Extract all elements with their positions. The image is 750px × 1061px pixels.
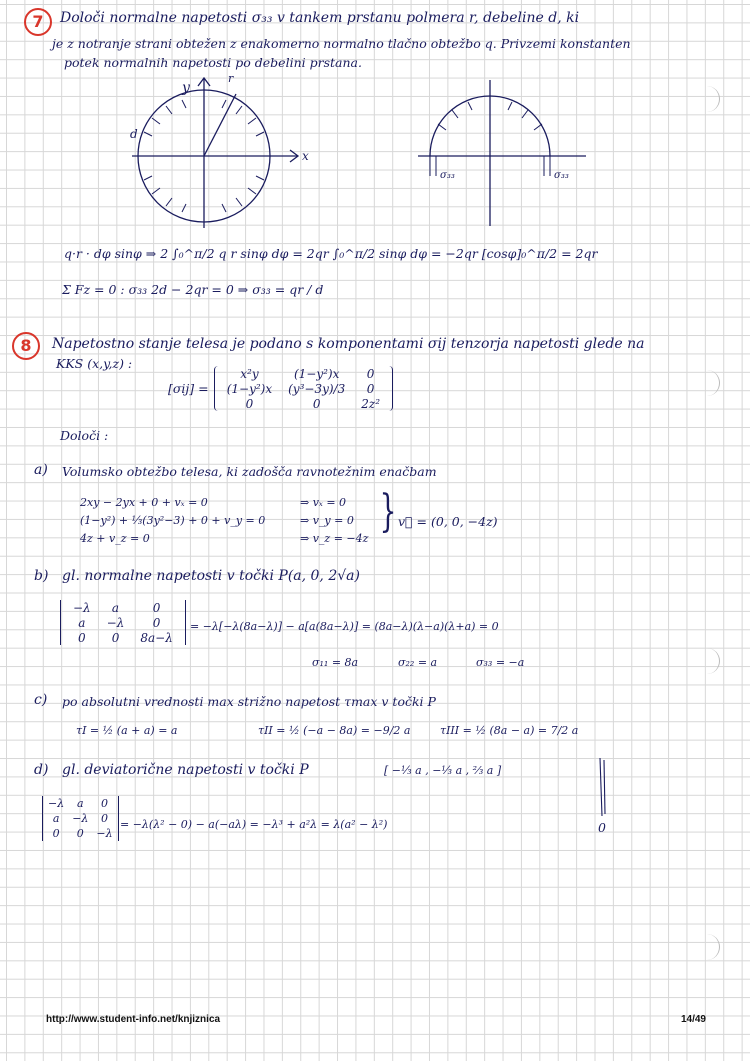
- part-b-determinant: [60, 600, 186, 649]
- det-cell: 8a−λ: [140, 630, 173, 645]
- det-cell: a: [52, 812, 60, 825]
- stress-tensor-table: [219, 366, 388, 411]
- thickness-label: d: [130, 127, 138, 141]
- half-ring-figure: [418, 80, 588, 230]
- part-c-eq-2: τII = ½ (−a − 8a) = −9/2 a: [258, 724, 411, 737]
- problem-7-line-1: Določi normalne napetosti σ₃₃ v tankem prstanu polmera r, debeline d, ki: [60, 10, 580, 26]
- part-d-determinant: [42, 796, 119, 845]
- det-cell: 0: [152, 615, 161, 630]
- det-cell: −λ: [48, 797, 65, 810]
- part-a-text: Volumsko obtežbo telesa, ki zadošča ravnotežnim enačbam: [62, 464, 437, 479]
- matrix-cell: 2z²: [361, 396, 381, 411]
- det-cell: 0: [78, 630, 86, 645]
- page-number: 14/49: [680, 1014, 706, 1025]
- matrix-cell: (1−y²)x: [293, 366, 340, 381]
- det-cell: −λ: [72, 812, 89, 825]
- det-cell: 0: [152, 600, 161, 615]
- det-cell: 0: [101, 797, 108, 810]
- stress-tensor-label: [σij] =: [168, 381, 209, 396]
- problem-8-line-2: KKS (x,y,z) :: [56, 356, 133, 371]
- part-b-root-1: σ₁₁ = 8a: [312, 656, 359, 669]
- part-c-text: po absolutni vrednosti max strižno napetost τmax v točki P: [62, 694, 436, 709]
- binder-hole-mark: [705, 370, 720, 396]
- side-scribble: [594, 756, 614, 820]
- matrix-cell: 0: [245, 396, 254, 411]
- det-cell: a: [78, 615, 86, 630]
- part-a-label: a): [34, 462, 48, 478]
- part-a-result-1: ⇒ vₓ = 0: [300, 496, 347, 509]
- stress-tensor: [168, 366, 393, 411]
- binder-hole-mark: [705, 86, 720, 112]
- part-a-eq-2: (1−y²) + ⅓(3y²−3) + 0 + v_y = 0: [80, 514, 266, 527]
- part-a-eq-1: 2xy − 2yx + 0 + vₓ = 0: [80, 496, 208, 509]
- matrix-cell: x²y: [240, 366, 259, 381]
- matrix-cell: 0: [312, 396, 321, 411]
- det-cell: 0: [111, 630, 120, 645]
- problem-7-equation-2: Σ Fz = 0 : σ₃₃ 2d − 2qr = 0 ⇒ σ₃₃ = qr / d: [62, 282, 324, 297]
- doloci-label: Določi :: [60, 428, 109, 443]
- det-cell: −λ: [73, 600, 91, 615]
- problem-7-equation-1: q·r · dφ sinφ ⇒ 2 ∫₀^π/2 q r sinφ dφ = 2qr ∫₀^π/2 sinφ dφ = −2qr [cosφ]₀^π/2 = 2qr: [64, 246, 598, 261]
- radius-label: r: [228, 72, 234, 85]
- problem-7-number: 7: [24, 8, 52, 36]
- ring-pressure-figure: [118, 72, 318, 232]
- det-cell: a: [111, 600, 120, 615]
- det-cell: 0: [52, 827, 60, 840]
- part-b-expression: = −λ[−λ(8a−λ)] − a[a(8a−λ)] = (8a−λ)(λ−a)(λ+a) = 0: [190, 620, 499, 633]
- matrix-cell: (1−y²)x: [226, 381, 273, 396]
- part-c-eq-3: τIII = ½ (8a − a) = 7/2 a: [440, 724, 579, 737]
- binder-hole-mark: [705, 648, 720, 674]
- part-b-label: b): [34, 568, 49, 584]
- problem-7-line-2: je z notranje strani obtežen z enakomerno normalno tlačno obtežbo q. Privzemi konstanten: [52, 36, 631, 51]
- matrix-cell: 0: [366, 366, 375, 381]
- part-c-eq-1: τI = ½ (a + a) = a: [76, 724, 178, 737]
- part-a-vector: v⃗ = (0, 0, −4z): [398, 514, 498, 529]
- binder-hole-mark: [705, 934, 720, 960]
- brace-symbol: }: [379, 486, 397, 537]
- part-d-vector: [ −⅓ a , −⅓ a , ⅔ a ]: [384, 764, 502, 777]
- problem-8-number: 8: [12, 332, 40, 360]
- part-a-eq-3: 4z + v_z = 0: [80, 532, 150, 545]
- det-cell: −λ: [106, 615, 125, 630]
- stress-label-left: σ₃₃: [440, 170, 455, 181]
- part-b-root-3: σ₃₃ = −a: [476, 656, 525, 669]
- matrix-cell: (y³−3y)/3: [288, 381, 346, 396]
- part-c-label: c): [34, 692, 48, 708]
- problem-8-line-1: Napetostno stanje telesa je podano s komponentami σij tenzorja napetosti glede na: [52, 336, 645, 352]
- det-cell: −λ: [96, 827, 113, 840]
- stress-label-right: σ₃₃: [554, 170, 569, 181]
- part-b-text: gl. normalne napetosti v točki P(a, 0, 2√a): [62, 568, 360, 584]
- part-d-side-note: 0: [598, 820, 606, 835]
- matrix-cell: 0: [366, 381, 375, 396]
- det-cell: a: [77, 797, 84, 810]
- axis-y-label: y: [182, 80, 190, 96]
- det-cell: 0: [76, 827, 84, 840]
- part-d-text: gl. deviatorične napetosti v točki P: [62, 762, 309, 778]
- part-a-result-3: ⇒ v_z = −4z: [300, 532, 369, 545]
- footer-url[interactable]: http://www.student-info.net/knjiznica: [46, 1014, 221, 1025]
- part-a-result-2: ⇒ v_y = 0: [300, 514, 354, 527]
- det-cell: 0: [101, 812, 108, 825]
- axis-x-label: x: [302, 149, 309, 163]
- part-d-expression: = −λ(λ² − 0) − a(−aλ) = −λ³ + a²λ = λ(a² − λ²): [120, 818, 388, 831]
- problem-7-line-3: potek normalnih napetosti po debelini prstana.: [64, 55, 362, 70]
- part-d-label: d): [34, 762, 49, 778]
- part-b-root-2: σ₂₂ = a: [398, 656, 438, 669]
